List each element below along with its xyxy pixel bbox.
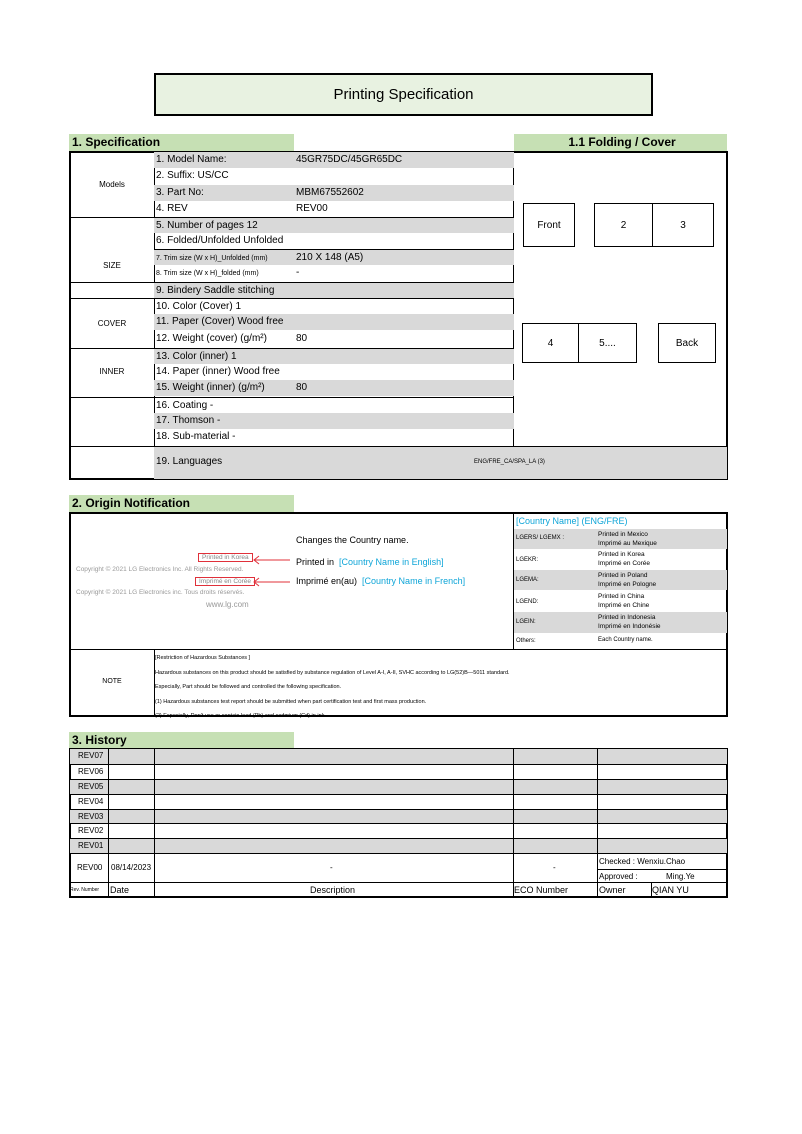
history-row-rev04: REV04 <box>70 794 727 809</box>
spec-row-inner-color: 13. Color (inner) 1 <box>154 348 514 364</box>
note-text: [Restriction of Hazardous Substances ] Hazardous substances on this product should be satisfied by substance regulation of Level A-I, A-II, SVHC according to LG(52)B—5011 standard. Especially, Part should be followed and controlled the following specification. (1) Hazardous substances test report should be submitted when part certification test and first mass production. (2) Especially, Don't use or contain lead (Pb) and cadmium (Cd) in ink. <box>155 655 510 719</box>
history-footer: Rev. Number Date Description ECO Number Owner QIAN YU <box>70 882 727 897</box>
spec-row-pages: 5. Number of pages 12 <box>154 217 514 233</box>
spec-row-thomson: 17. Thomson - <box>154 413 514 429</box>
spec-row-cover-color: 10. Color (Cover) 1 <box>154 298 514 314</box>
spec-heading: 1. Specification <box>69 134 294 151</box>
spec-row-rev: 4. REV REV00 <box>156 203 328 214</box>
web-url: www.lg.com <box>206 600 249 609</box>
page-title: Printing Specification <box>154 73 653 116</box>
history-row-rev01: REV01 <box>70 838 727 853</box>
languages-row <box>154 447 727 479</box>
country-table-head: [Country Name] (ENG/FRE) <box>516 516 628 526</box>
fold-page-4: 4 <box>522 323 579 363</box>
country-table: LGERS/ LGEMX : Printed in Mexico Imprimé au Mexique LGEKR: Printed in Korea Imprimé en Corée LGEMA: Printed in Poland Imprimé en Pologne LGEND: Printed in China Imprimé en Chine LGEIN: Printed in Indonesia Imprimé en Indonésie Others: Each Country name. <box>514 529 727 649</box>
group-cover: COVER <box>97 319 127 328</box>
printed-in-line: Printed in [Country Name in English] <box>296 557 444 567</box>
languages-value: ENG/FRE_CA/SPA_LA (3) <box>474 459 545 465</box>
copyright-en: Copyright © 2021 LG Electronics Inc. All Rights Reserved. <box>76 566 244 573</box>
spec-row-coating: 16. Coating - <box>154 397 514 413</box>
printed-korea-sample: Printed in Korea <box>198 553 253 562</box>
fold-back: Back <box>658 323 716 363</box>
copyright-fr: Copyright © 2021 LG Electronics inc. Tous droits réservés. <box>76 589 245 596</box>
spec-row-cover-weight: 12. Weight (cover) (g/m²) 80 <box>156 333 308 344</box>
imprime-en-line: Imprimé en(au) [Country Name in French] <box>296 576 466 586</box>
fold-page-2: 2 <box>594 203 653 247</box>
fold-front: Front <box>523 203 575 247</box>
spec-row-trim-unfolded: 7. Trim size (W x H)_Unfolded (mm) 210 X 148 (A5) <box>154 249 514 265</box>
group-inner: INNER <box>99 367 125 376</box>
folding-heading: 1.1 Folding / Cover <box>514 134 727 151</box>
imprime-coree-sample: Imprimé en Corée <box>195 577 255 586</box>
spec-row-suffix: 2. Suffix: US/CC <box>156 170 229 181</box>
spec-row-model: 1. Model Name: 45GR75DC/45GR65DC <box>154 152 514 168</box>
history-row-rev03: REV03 <box>70 809 727 824</box>
history-heading: 3. History <box>69 732 294 749</box>
spec-row-inner-paper: 14. Paper (inner) Wood free <box>156 366 280 377</box>
arrow-icons <box>250 555 294 587</box>
spec-row-cover-paper: 11. Paper (Cover) Wood free <box>154 314 514 330</box>
history-row-rev00: REV00 08/14/2023 - - Checked : Wenxiu.Chao Approved : Ming.Ye <box>70 853 727 882</box>
group-models: Models <box>99 180 125 189</box>
fold-page-5: 5.... <box>578 323 637 363</box>
spec-row-folded: 6. Folded/Unfolded Unfolded <box>156 235 284 246</box>
changes-text: Changes the Country name. <box>296 535 409 545</box>
history-row-rev07: REV07 <box>70 749 727 764</box>
spec-row-bindery: 9. Bindery Saddle stitching <box>154 282 514 298</box>
languages-label: 19. Languages <box>156 456 223 467</box>
spec-row-inner-weight: 15. Weight (inner) (g/m²) 80 <box>154 380 514 396</box>
history-row-rev02: REV02 <box>70 823 727 838</box>
history-row-rev05: REV05 <box>70 779 727 794</box>
fold-page-3: 3 <box>652 203 714 247</box>
origin-heading: 2. Origin Notification <box>69 495 294 512</box>
spec-row-submaterial: 18. Sub-material - <box>156 431 236 442</box>
spec-row-trim-folded: 8. Trim size (W x H)_folded (mm) - <box>156 267 300 278</box>
history-row-rev06: REV06 <box>70 764 727 779</box>
group-size: SIZE <box>103 261 121 270</box>
spec-row-part: 3. Part No: MBM67552602 <box>154 185 514 201</box>
note-label: NOTE <box>102 678 122 685</box>
